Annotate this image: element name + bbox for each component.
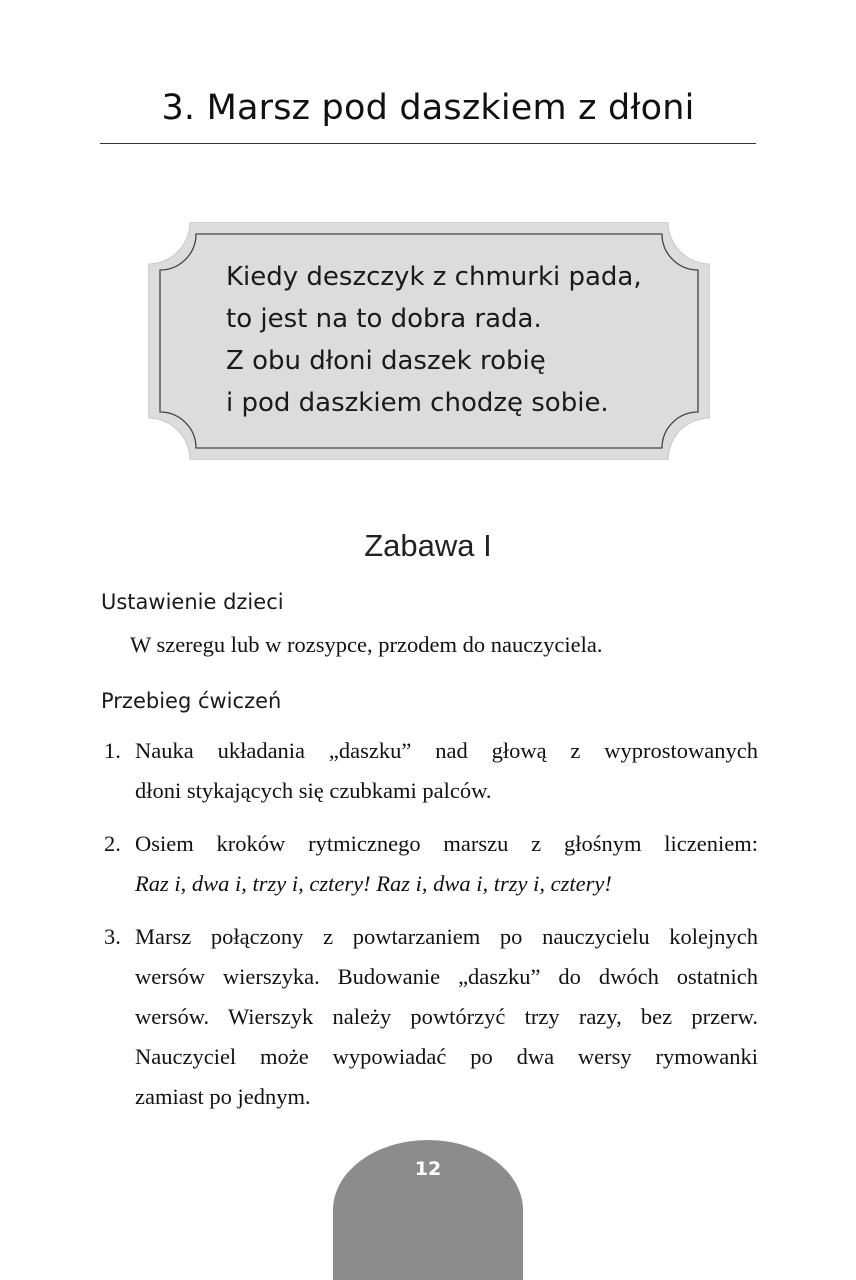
step-line: Osiem kroków rytmicznego marszu z głośnym liczeniem:	[135, 831, 758, 856]
poem-line: Z obu dłoni daszek robię	[226, 346, 546, 376]
step-text	[135, 824, 758, 904]
setup-heading: Ustawienie dzieci	[101, 590, 284, 614]
list-item	[104, 824, 758, 904]
poem-line: to jest na to dobra rada.	[226, 304, 542, 334]
list-item	[104, 917, 758, 1117]
progress-heading: Przebieg ćwiczeń	[101, 689, 282, 713]
step-number: 2.	[104, 831, 121, 856]
step-line: zamiast po jednym.	[135, 1084, 311, 1109]
step-line: Marsz połączony z powtarzaniem po nauczycielu kolejnych	[135, 924, 758, 949]
step-line: wersów. Wierszyk należy powtórzyć trzy razy, bez przerw.	[135, 1004, 758, 1029]
step-text	[135, 731, 758, 811]
setup-text: W szeregu lub w rozsypce, przodem do nauczyciela.	[130, 632, 603, 657]
chapter-title: 3. Marsz pod daszkiem z dłoni	[161, 88, 695, 128]
list-item	[104, 731, 758, 811]
step-text	[135, 917, 758, 1117]
title-divider	[100, 143, 756, 144]
step-line: dłoni stykających się czubkami palców.	[135, 778, 492, 803]
counting-chant: Raz i, dwa i, trzy i, cztery! Raz i, dwa i, trzy i, cztery!	[135, 871, 612, 896]
step-line: Nauczyciel może wypowiadać po dwa wersy rymowanki	[135, 1044, 758, 1069]
game-title: Zabawa I	[364, 528, 492, 563]
step-line: Nauka układania „daszku” nad głową z wyprostowanych	[135, 738, 758, 763]
page-number: 12	[414, 1158, 442, 1180]
steps-list	[104, 731, 758, 1130]
poem-line: i pod daszkiem chodzę sobie.	[226, 388, 609, 418]
step-line: wersów wierszyka. Budowanie „daszku” do dwóch ostatnich	[135, 964, 758, 989]
step-number: 3.	[104, 924, 121, 949]
step-line-italic	[135, 864, 758, 904]
poem-box	[148, 222, 710, 460]
poem-line: Kiedy deszczyk z chmurki pada,	[226, 262, 642, 292]
poem-text	[226, 256, 686, 424]
step-number: 1.	[104, 738, 121, 763]
